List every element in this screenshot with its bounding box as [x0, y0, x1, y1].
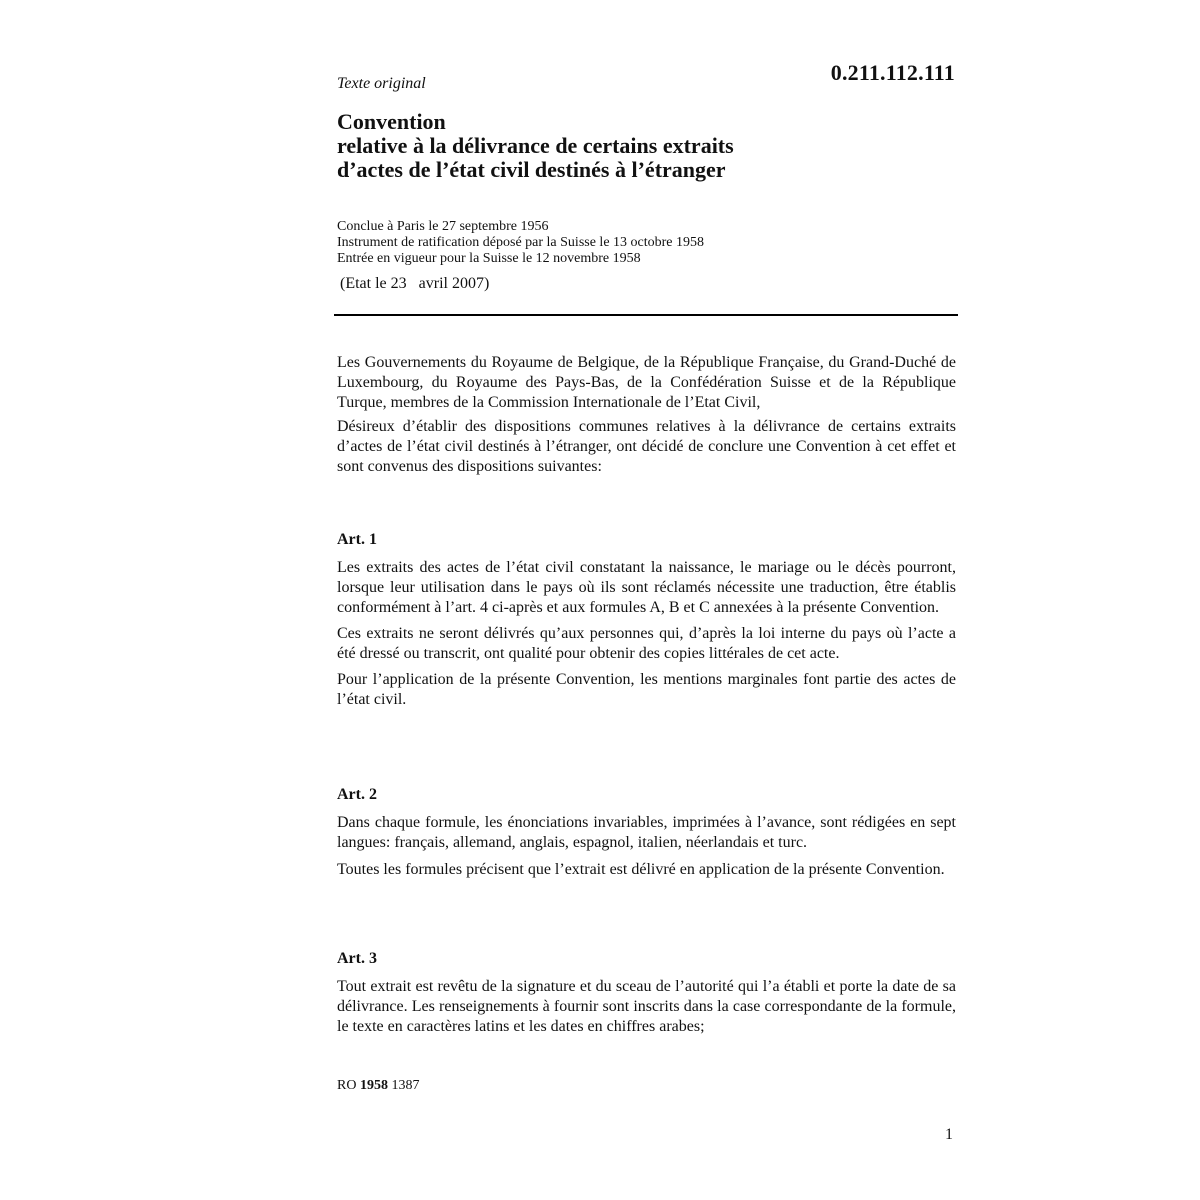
concluded-date: Conclue à Paris le 27 septembre 1956	[337, 219, 549, 234]
document-metadata	[337, 219, 957, 267]
article-heading: Art. 3	[337, 950, 377, 967]
status-date: (Etat le 23 avril 2007)	[340, 275, 490, 292]
article-paragraph: Ces extraits ne seront délivrés qu’aux personnes qui, d’après la loi interne du pays où l’acte a été dressé ou transcrit, ont qualité pour obtenir des copies littérales de cet acte.	[337, 625, 956, 662]
ro-prefix: RO	[337, 1078, 357, 1093]
ratification-date: Instrument de ratification déposé par la Suisse le 13 octobre 1958	[337, 235, 705, 250]
ro-page: 1387	[391, 1078, 420, 1093]
article-body	[337, 977, 956, 1037]
original-text-label: Texte original	[337, 75, 426, 92]
official-compilation-reference	[337, 1078, 419, 1094]
article-paragraph: Tout extrait est revêtu de la signature et du sceau de l’autorité qui l’a établi et porte la date de sa délivrance. Les renseignements à fournir sont inscrits dans la case correspondante de la formule, le texte en caractères latins et les dates en chiffres arabes;	[337, 978, 956, 1035]
title-line-1: Convention	[337, 109, 446, 134]
preamble	[337, 353, 956, 477]
article-body	[337, 558, 956, 710]
entry-into-force-date: Entrée en vigueur pour la Suisse le 12 novembre 1958	[337, 251, 641, 266]
article-heading: Art. 1	[337, 531, 377, 548]
ro-year: 1958	[359, 1078, 388, 1093]
preamble-paragraph: Désireux d’établir des dispositions communes relatives à la délivrance de certains extraits d’actes de l’état civil destinés à l’étranger, ont décidé de conclure une Convention à cet effet et sont convenus des dispositions suivantes:	[337, 418, 956, 475]
preamble-paragraph: Les Gouvernements du Royaume de Belgique, de la République Française, du Grand-Duché de Luxembourg, du Royaume des Pays-Bas, de la Confédération Suisse et de la République Turque, membres de la Commission Internationale de l’Etat Civil,	[337, 354, 956, 411]
article-paragraph: Toutes les formules précisent que l’extrait est délivré en application de la présente Convention.	[337, 861, 945, 878]
document-title	[337, 110, 957, 182]
article-paragraph: Dans chaque formule, les énonciations invariables, imprimées à l’avance, sont rédigées en sept langues: français, allemand, anglais, espagnol, italien, néerlandais et turc.	[337, 814, 956, 851]
title-line-2: relative à la délivrance de certains extraits	[337, 133, 734, 158]
article-paragraph: Pour l’application de la présente Convention, les mentions marginales font partie des actes de l’état civil.	[337, 671, 956, 708]
article-body	[337, 813, 956, 880]
article-paragraph: Les extraits des actes de l’état civil constatant la naissance, le mariage ou le décès pourront, lorsque leur utilisation dans le pays où ils sont réclamés nécessite une traduction, être établis conformément à l’art. 4 ci-après et aux formules A, B et C annexées à la présente Convention.	[337, 559, 956, 616]
title-line-3: d’actes de l’état civil destinés à l’étranger	[337, 157, 726, 182]
article-heading: Art. 2	[337, 786, 377, 803]
header-divider	[334, 314, 958, 316]
sr-number: 0.211.112.111	[830, 60, 955, 85]
page-number: 1	[945, 1126, 953, 1143]
